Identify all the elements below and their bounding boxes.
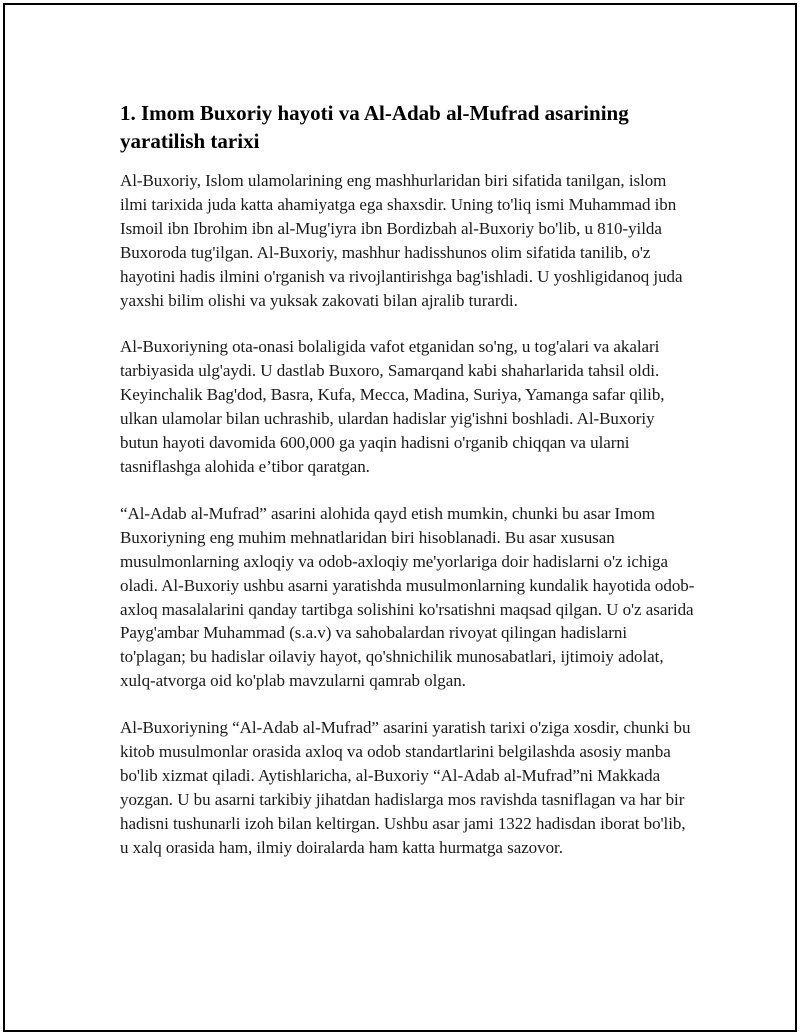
paragraph-al-adab-al-mufrad: “Al-Adab al-Mufrad” asarini alohida qayd etish mumkin, chunki bu asar Imom Buxoriyning eng muhim mehnatlaridan biri hisoblanadi. Bu asar xususan musulmonlarning axloqiy va odob-axloqiy me'yorlariga doir hadislarni o'z ichiga oladi. Al-Buxoriy ushbu asarni yaratishda musulmonlarning kundalik hayotida odob-axloq masalalarini qanday tartibga solishini ko'rsatishni maqsad qilgan. U o'z asarida Payg'ambar Muhammad (s.a.v) va sahobalardan rivoyat qilingan hadislarni to'plagan; bu hadislar oilaviy hayot, qo'shnichilik munosabatlari, ijtimoiy adolat, xulq-atvorga oid ko'plab mavzularni qamrab olgan. [120,503,695,691]
document-page [3,3,797,1032]
paragraph-biography: Al-Buxoriy, Islom ulamolarining eng mashhurlaridan biri sifatida tanilgan, islom ilmi tarixida juda katta ahamiyatga ega shaxsdir. Uning to'liq ismi Muhammad ibn Ismoil ibn Ibrohim ibn al-Mug'iyra ibn Bordizbah al-Buxoriy bo'lib, u 810-yilda Buxoroda tug'ilgan. Al-Buxoriy, mashhur hadisshunos olim sifatida tanilib, o'z hayotini hadis ilmini o'rganish va rivojlantirishga bag'ishladi. U yoshligidanoq juda yaxshi bilim olishi va yuksak zakovati bilan ajralib turardi. [120,171,683,310]
paragraph-creation-history: Al-Buxoriyning “Al-Adab al-Mufrad” asarini yaratish tarixi o'ziga xosdir, chunki bu kitob musulmonlar orasida axloq va odob standartlarini belgilashda asosiy manba bo'lib xizmat qiladi. Aytishlaricha, al-Buxoriy “Al-Adab al-Mufrad”ni Makkada yozgan. U bu asarni tarkibiy jihatdan hadislarga mos ravishda tasniflagan va har bir hadisni tushunarli izoh bilan keltirgan. Ushbu asar jami 1322 hadisdan iborat bo'lib, u xalq orasida ham, ilmiy doiralarda ham katta hurmatga sazovor. [120,718,691,857]
section-heading: 1. Imom Buxoriy hayoti va Al-Adab al-Mufrad asarining yaratilish tarixi [120,101,629,153]
document-body [120,99,695,883]
paragraph-education-travels: Al-Buxoriyning ota-onasi bolaligida vafot etganidan so'ng, u tog'alari va akalari tarbiyasida ulg'aydi. U dastlab Buxoro, Samarqand kabi shaharlarida tahsil oldi. Keyinchalik Bag'dod, Basra, Kufa, Mecca, Madina, Suriya, Yamanga safar qilib, ulkan ulamolar bilan uchrashib, ulardan hadislar yig'ishni boshladi. Al-Buxoriy butun hayoti davomida 600,000 ga yaqin hadisni o'rganib chiqqan va ularni tasniflashga alohida e’tibor qaratgan. [120,337,665,476]
